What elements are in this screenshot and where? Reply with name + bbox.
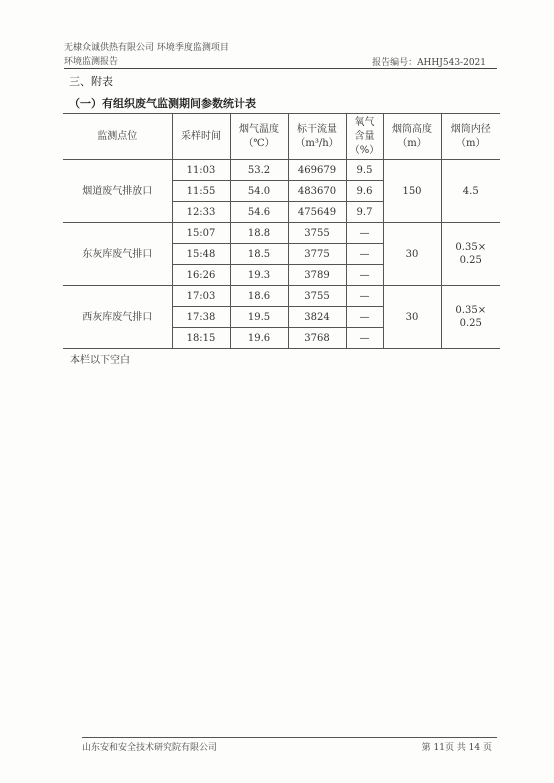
flow-cell: 3824 bbox=[288, 307, 346, 328]
report-type: 环境监测报告 bbox=[64, 57, 119, 67]
table-row bbox=[63, 223, 500, 244]
stack-height-cell: 30 bbox=[383, 286, 441, 349]
table-header-row bbox=[63, 114, 500, 160]
oxygen-cell: 9.5 bbox=[346, 160, 383, 181]
header-standard-flow: 标干流量 （m³/h） bbox=[288, 114, 346, 160]
sampling-time-cell: 15:48 bbox=[172, 244, 230, 265]
oxygen-cell: 9.7 bbox=[346, 202, 383, 223]
flow-cell: 3789 bbox=[288, 265, 346, 286]
stack-diameter-cell: 4.5 bbox=[441, 160, 500, 223]
oxygen-cell: 9.6 bbox=[346, 181, 383, 202]
sampling-time-cell: 18:15 bbox=[172, 328, 230, 349]
project-title: 无棣众诚供热有限公司 环境季度监测项目 bbox=[64, 43, 229, 53]
flow-cell: 3755 bbox=[288, 223, 346, 244]
header-divider bbox=[64, 68, 497, 69]
blank-below-note: 本栏以下空白 bbox=[70, 355, 130, 366]
sampling-time-cell: 17:03 bbox=[172, 286, 230, 307]
sampling-time-cell: 15:07 bbox=[172, 223, 230, 244]
flow-cell: 3755 bbox=[288, 286, 346, 307]
sampling-time-cell: 11:03 bbox=[172, 160, 230, 181]
flow-cell: 3768 bbox=[288, 328, 346, 349]
oxygen-cell: — bbox=[346, 244, 383, 265]
page-number: 第 11页 共 14 页 bbox=[421, 743, 492, 753]
oxygen-cell: — bbox=[346, 265, 383, 286]
oxygen-cell: — bbox=[346, 307, 383, 328]
temperature-cell: 19.5 bbox=[230, 307, 288, 328]
oxygen-cell: — bbox=[346, 286, 383, 307]
flow-cell: 483670 bbox=[288, 181, 346, 202]
monitoring-point-cell: 西灰库废气排口 bbox=[63, 286, 172, 349]
table-row bbox=[63, 160, 500, 181]
temperature-cell: 18.5 bbox=[230, 244, 288, 265]
report-number: 报告编号：AHHJ543-2021 bbox=[372, 58, 486, 68]
temperature-cell: 53.2 bbox=[230, 160, 288, 181]
stack-diameter-cell: 0.35× 0.25 bbox=[441, 286, 500, 349]
sampling-time-cell: 17:38 bbox=[172, 307, 230, 328]
flow-cell: 475649 bbox=[288, 202, 346, 223]
stack-height-cell: 150 bbox=[383, 160, 441, 223]
temperature-cell: 54.0 bbox=[230, 181, 288, 202]
table-row bbox=[63, 286, 500, 307]
header-sampling-time: 采样时间 bbox=[172, 114, 230, 160]
header-monitoring-point: 监测点位 bbox=[63, 114, 172, 160]
report-header bbox=[64, 41, 229, 69]
flow-cell: 469679 bbox=[288, 160, 346, 181]
oxygen-cell: — bbox=[346, 223, 383, 244]
flow-cell: 3775 bbox=[288, 244, 346, 265]
temperature-cell: 18.6 bbox=[230, 286, 288, 307]
footer-divider bbox=[82, 737, 497, 738]
section-title: 三、附表 bbox=[69, 75, 113, 88]
oxygen-cell: — bbox=[346, 328, 383, 349]
stack-diameter-cell: 0.35× 0.25 bbox=[441, 223, 500, 286]
sampling-time-cell: 12:33 bbox=[172, 202, 230, 223]
header-stack-height: 烟筒高度 （m） bbox=[383, 114, 441, 160]
monitoring-point-cell: 东灰库废气排口 bbox=[63, 223, 172, 286]
header-oxygen-content: 氧气 含量 （%） bbox=[346, 114, 383, 160]
sampling-time-cell: 16:26 bbox=[172, 265, 230, 286]
header-stack-diameter: 烟筒内径 （m） bbox=[441, 114, 500, 160]
temperature-cell: 19.6 bbox=[230, 328, 288, 349]
sampling-time-cell: 11:55 bbox=[172, 181, 230, 202]
temperature-cell: 54.6 bbox=[230, 202, 288, 223]
stack-height-cell: 30 bbox=[383, 223, 441, 286]
temperature-cell: 18.8 bbox=[230, 223, 288, 244]
header-flue-gas-temp: 烟气温度 （℃） bbox=[230, 114, 288, 160]
table-title: （一）有组织废气监测期间参数统计表 bbox=[69, 97, 256, 110]
footer-organization: 山东安和安全技术研究院有限公司 bbox=[82, 743, 218, 753]
temperature-cell: 19.3 bbox=[230, 265, 288, 286]
emission-parameter-table bbox=[63, 113, 500, 349]
monitoring-point-cell: 烟道废气排放口 bbox=[63, 160, 172, 223]
